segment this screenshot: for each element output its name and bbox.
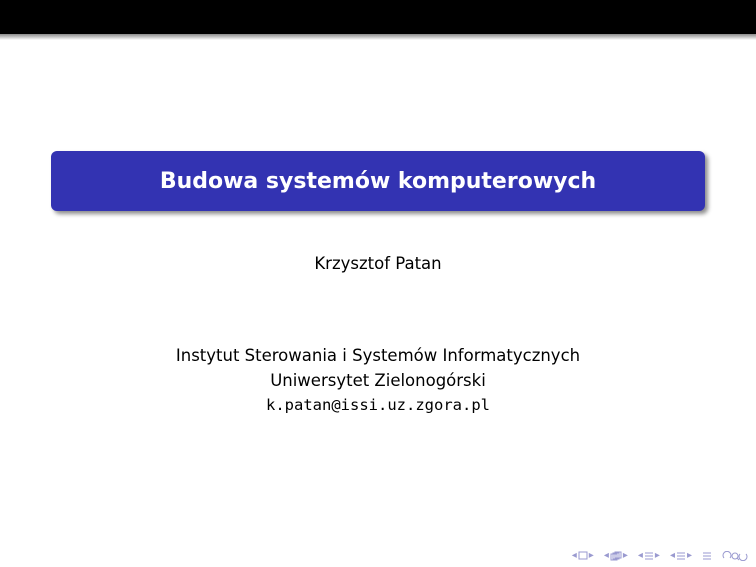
section-prev-icon[interactable]: ◂: [669, 550, 675, 561]
institute-block: [0, 343, 756, 418]
frame-next-icon[interactable]: ▸: [622, 550, 628, 561]
slide-next-icon[interactable]: ▸: [588, 550, 594, 561]
section-next-icon[interactable]: ▸: [686, 550, 692, 561]
subsection-icon[interactable]: [644, 551, 654, 561]
author-email[interactable]: k.patan@issi.uz.zgora.pl: [266, 396, 490, 414]
university-name: Uniwersytet Zielonogórski: [270, 371, 486, 390]
subsection-prev-icon[interactable]: ◂: [637, 550, 643, 561]
slide-prev-icon[interactable]: ◂: [571, 550, 577, 561]
beamer-navigation-bar: [572, 550, 748, 561]
slide-icon[interactable]: [578, 551, 588, 560]
frame-nav-group: [604, 550, 628, 561]
align-nav-group: [702, 551, 712, 561]
slide-title: Budowa systemów komputerowych: [159, 168, 597, 194]
institute-name: Instytut Sterowania i Systemów Informatycznych: [175, 346, 581, 365]
author-name: Krzysztof Patan: [314, 254, 442, 273]
search-icon[interactable]: [722, 551, 748, 561]
title-box: [51, 151, 705, 211]
align-icon[interactable]: [702, 551, 712, 561]
section-nav-group: [670, 550, 692, 561]
frame-icon[interactable]: [610, 551, 622, 561]
frame-prev-icon[interactable]: ◂: [603, 550, 609, 561]
top-bar-shadow: [0, 34, 756, 40]
subsection-nav-group: [638, 550, 660, 561]
top-bar: [0, 0, 756, 34]
section-icon[interactable]: [676, 551, 686, 561]
slide-nav-group: [572, 550, 594, 561]
subsection-next-icon[interactable]: ▸: [654, 550, 660, 561]
